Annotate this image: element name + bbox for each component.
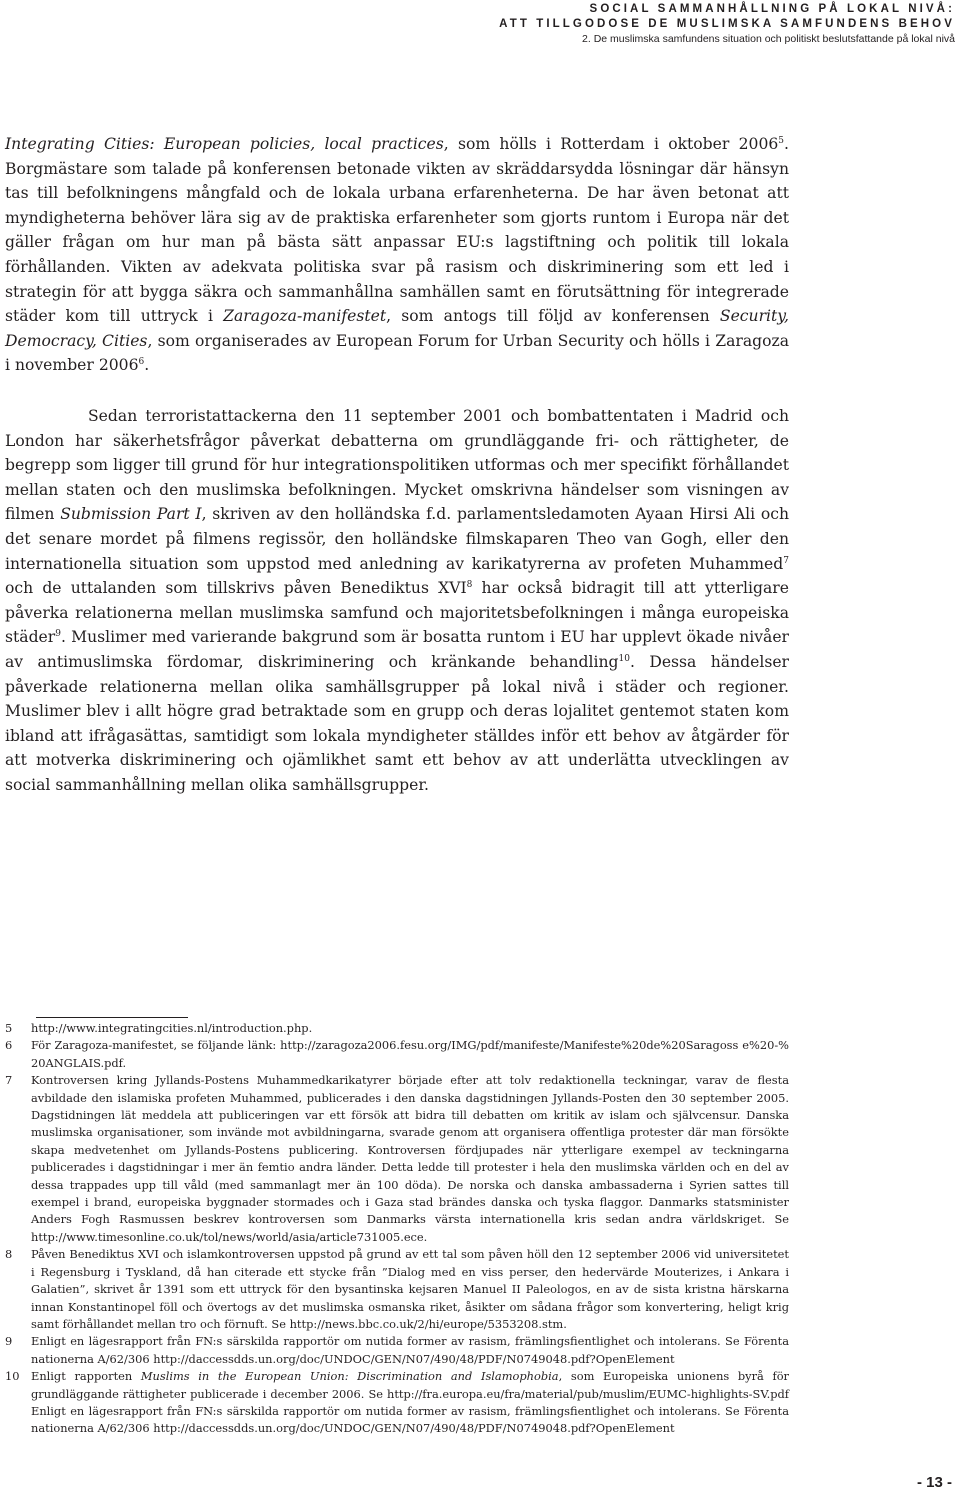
paragraph-text: .: [144, 356, 150, 375]
running-header: [499, 2, 955, 47]
footnote-text: Kontroversen kring Jyllands-Postens Muhammedkarikatyrer började efter att tolv redaktionella teckningar, varav de flesta avbildade den islamiska profeten Muhammed, publicerades i den danska dagstidningen Jyllands-Posten den 30 september 2005. Dagstidningen lät meddela att publiceringen var ett försök att bidra till debatten om kritik av islam och självcensur. Danska muslimska organisationer, som invände mot avbildningarna, svarade genom att organisera offentliga protester där man försökte skapa medvetenhet om Jyllands-Postens publicering. Kontroversen fördjupades när ytterligare exempel av teckningarna publicerades i dagstidningar i mer än femtio andra länder. Detta ledde till protester i hela den muslimska världen och en del av dessa trappades upp till våld (med sammanlagt mer än 100 döda). De norska och danska ambassaderna i Syrien sattes till exempel i brand, europeiska byggnader stormades och i Gaza stad brändes danska och tyska flaggor. Danmarks statsminister Anders Fogh Rasmussen beskrev kontroversen som Danmarks värsta internationella kris sedan andra världskriget. Se http://www.timesonline.co.uk/tol/news/world/asia/article731005.ece.: [31, 1073, 789, 1244]
footnote-number: 10: [5, 1369, 20, 1384]
page-number: - 13 -: [916, 1474, 952, 1491]
paragraph-text: och de uttalanden som tillskrivs påven Benediktus XVI: [5, 579, 467, 598]
footnote-text: Påven Benediktus XVI och islamkontroversen uppstod på grund av ett tal som påven höll den 12 september 2006 vid universitetet i Regensburg i Tyskland, då han citerade ett stycke från ”Dialog med en viss perser, den hedervärde Mouterizes, i Ankara i Galatien”, skrivet år 1391 som ett uttryck för den bysantinska kejsaren Manuel II Paleologos, en av de sista kristna härskarna innan Konstantinopel föll och övertogs av det muslimska osmanska riket, åsikter om sådana frågor som konvertering, heligt krig samt förhållandet mellan tro och förnuft. Se http://news.bbc.co.uk/2/hi/europe/5353208.stm.: [31, 1247, 789, 1331]
footnote-5: [5, 1020, 789, 1037]
paragraph-text: , skriven av den holländska f.d. parlamentsledamoten Ayaan Hirsi Ali och det senare mordet på filmens regissör, den holländske filmskaparen Theo van Gogh, eller den internationella situation som uppstod med anledning av karikatyrerna av profeten Muhammed: [5, 505, 789, 573]
header-title-line1: SOCIAL SAMMANHÅLLNING PÅ LOKAL NIVÅ:: [589, 3, 955, 15]
footnote-number: 5: [5, 1021, 13, 1035]
footnote-6: [5, 1037, 789, 1072]
body-paragraph-2: [5, 404, 789, 798]
footnote-text: Enligt en lägesrapport från FN:s särskilda rapportör om nutida former av rasism, främlingsfientlighet och intolerans. Se Förenta nationerna A/62/306 http://daccessdds.un.org/doc/UNDOC/GEN/N07/490/48/PDF/N0749048.pdf?OpenElement: [31, 1334, 789, 1366]
body-paragraph-1: [5, 132, 789, 378]
footnote-text: Enligt rapporten: [31, 1369, 141, 1384]
footnote-9: [5, 1333, 789, 1368]
footnote-ref: 8: [466, 579, 473, 590]
footnote-ref: 9: [55, 629, 61, 640]
footnotes: [5, 1020, 789, 1438]
paragraph-text: . Muslimer med varierande bakgrund som är bosatta runtom i EU har upplevt ökade nivåer av antimuslimska fördomar, diskriminering och kränkande behandling: [5, 628, 789, 671]
paragraph-text: , som hölls i Rotterdam i oktober 2006: [443, 135, 779, 153]
paragraph-text: . Dessa händelser påverkade relationerna mellan olika samhällsgrupper på lokal nivå i städer och regioner. Muslimer blev i allt högre grad betraktade som en grupp och deras lojalitet gentemot staten kom ibland att ifrågasättas, samtidigt som lokala myndigheter ställdes inför ett behov av åtgärder för att motverka diskriminering och ojämlikhet samt ett behov av att underlätta utvecklingen av social sammanhållning mellan olika samhällsgrupper.: [5, 652, 790, 794]
footnote-ref: 10: [618, 653, 630, 664]
footnote-number: 9: [5, 1334, 13, 1349]
footnote-ref: 6: [138, 357, 145, 368]
paragraph-text: , som antogs till följd av konferensen: [386, 307, 720, 326]
footnote-text: http://www.integratingcities.nl/introduction.php.: [31, 1021, 313, 1035]
footnote-7: [5, 1072, 789, 1246]
conference-title: Security, Democracy, Cities: [5, 307, 789, 350]
footnote-text: , som Europeiska unionens byrå för grundläggande rättigheter publicerade i december 2006. Se http://fra.europa.eu/fra/material/pub/muslim/EUMC-highlights-SV.pdf Enligt en lägesrapport från FN:s särskilda rapportör om nutida former av rasism, främlingsfientlighet och intolerans. Se Förenta nationerna A/62/306 http://daccessdds.un.org/doc/UNDOC/GEN/N07/490/48/PDF/N0749048.pdf?OpenElement: [31, 1369, 790, 1436]
paragraph-text: , som organiserades av European Forum for Urban Security och hölls i Zaragoza i november 2006: [5, 331, 789, 375]
footnote-number: 8: [5, 1247, 13, 1262]
film-title: Submission Part I: [60, 505, 202, 524]
footnote-divider: [36, 1017, 188, 1018]
footnote-number: 7: [5, 1073, 13, 1088]
header-title-line2: ATT TILLGODOSE DE MUSLIMSKA SAMFUNDENS BEHOV: [499, 18, 955, 30]
footnote-text-block: [31, 1368, 789, 1438]
paragraph-text: har också bidragit till att ytterligare påverka relationerna mellan muslimska samfund och majoritetsbefolkningen i många europeiska städer: [5, 579, 789, 647]
report-title: Muslims in the European Union: Discrimination and Islamophobia: [140, 1369, 559, 1384]
footnote-ref: 5: [778, 135, 785, 146]
paragraph-text: Sedan terroristattackerna den 11 september 2001 och bombattentaten i Madrid och London har säkerhetsfrågor påverkat debatterna om grundläggande fri- och rättigheter, de begrepp som ligger till grund för hur integrationspolitiken utformas och mer specifikt förhållandet mellan staten och den muslimska befolkningen. Mycket omskrivna händelser som visningen av filmen: [5, 407, 789, 524]
manifesto-title: Zaragoza-manifestet: [223, 307, 387, 326]
conference-title: Integrating Cities: European policies, local practices: [5, 135, 444, 153]
footnote-ref: 7: [783, 555, 789, 566]
paragraph-text: . Borgmästare som talade på konferensen betonade vikten av skräddarsydda lösningar där hänsyn tas till befolkningens mångfald och de lokala urbana erfarenheterna. De har även betonat att myndigheterna behöver lära sig av de praktiska erfarenheter som gjorts runtom i Europa när det gäller frågan om hur man på bästa sätt anpassar EU:s lagstiftning och politik till lokala förhållanden. Vikten av adekvata politiska svar på rasism och diskriminering som ett led i strategin för att bygga säkra och sammanhållna samhällen samt en förutsättning för integrerade städer kom till uttryck i: [5, 135, 789, 326]
footnote-8: [5, 1246, 789, 1333]
footnote-number: 6: [5, 1038, 13, 1053]
header-section-title: 2. De muslimska samfundens situation och politiskt beslutsfattande på lokal nivå: [582, 33, 955, 45]
footnote-text: För Zaragoza-manifestet, se följande länk: http://zaragoza2006.fesu.org/IMG/pdf/manifeste/Manifeste%20de%20Saragoss e%20-%20ANGLAIS.pdf.: [31, 1038, 789, 1070]
footnote-10: [5, 1368, 789, 1438]
